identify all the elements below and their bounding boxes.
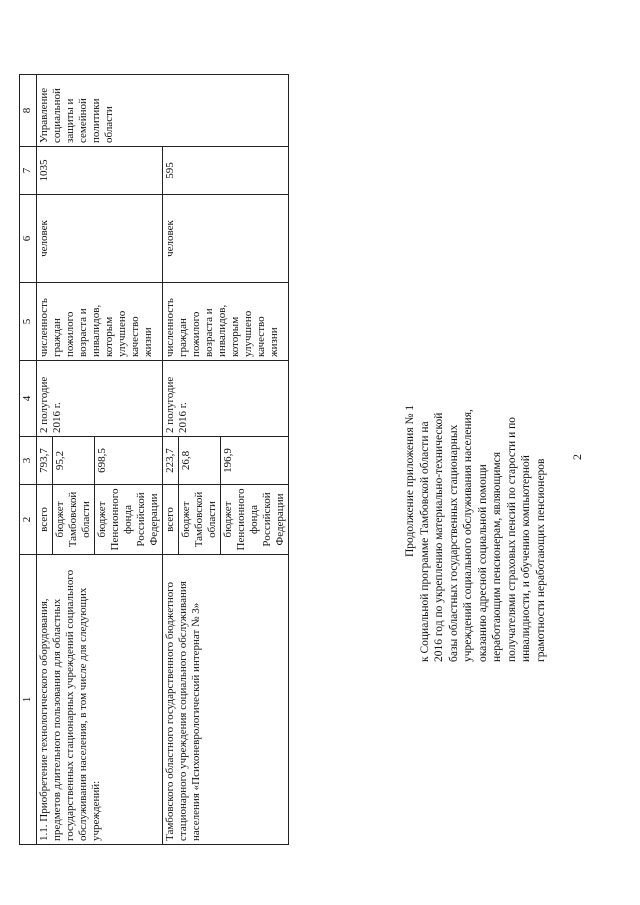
funding-amount: 26,8 — [179, 437, 221, 485]
table-row — [163, 75, 179, 845]
table-row — [37, 75, 53, 845]
funding-amount: 698,5 — [95, 437, 163, 485]
header-line: к Социальной программе Тамбовской области на — [418, 421, 431, 662]
funding-source: всего — [163, 485, 179, 555]
header-line: получателями страховых пенсий по старости и по — [505, 417, 518, 662]
unit-cell: человек — [37, 195, 163, 283]
header-line: учреждений социального обслуживания населения, — [462, 409, 474, 662]
funding-amount: 793,7 — [37, 437, 53, 485]
funding-amount: 95,2 — [53, 437, 95, 485]
funding-amount: 196,9 — [221, 437, 289, 485]
unit-cell: человек — [163, 195, 289, 283]
header-line: Продолжение приложения № 1 — [404, 404, 416, 557]
measure-name: 1.1. Приобретение технологического оборудования, предметов длительного пользования для областных государственных стационарных учреждений социального обслуживания населения, в том числе для следующих учреждений: — [37, 555, 163, 845]
column-header: 1 — [20, 555, 37, 845]
period-cell: 2 полугодие 2016 г. — [37, 361, 163, 437]
header-line: инвалидности, и обучению компьютерной — [520, 455, 532, 662]
column-header: 5 — [20, 283, 37, 361]
program-table — [19, 74, 289, 845]
funding-source: бюджет Тамбовской области — [53, 485, 95, 555]
funding-source: всего — [37, 485, 53, 555]
rotated-page — [15, 30, 635, 870]
column-header: 6 — [20, 195, 37, 283]
indicator-cell: численность граждан пожилого возраста и инвалидов, которым улучшено качество жизни — [163, 283, 289, 361]
header-line: оказанию адресной социальной помощи — [476, 464, 489, 662]
header-line: 2016 год по укреплению материально-технической — [433, 412, 445, 662]
funding-amount: 223,7 — [163, 437, 179, 485]
period-cell: 2 полугодие 2016 г. — [163, 361, 289, 437]
appendix-header — [403, 102, 548, 662]
value-cell: 1035 — [37, 147, 163, 195]
indicator-cell: численность граждан пожилого возраста и инвалидов, которым улучшено качество жизни — [37, 283, 163, 361]
value-cell: 595 — [163, 147, 289, 195]
column-header: 4 — [20, 361, 37, 437]
column-header: 2 — [20, 485, 37, 555]
header-line: неработающим пенсионерам, являющимся — [491, 451, 503, 662]
funding-source: бюджет Пенсионного фонда Российской Федерации — [221, 485, 289, 555]
header-line: грамотности неработающих пенсионеров — [534, 458, 547, 662]
column-header: 8 — [20, 75, 37, 147]
funding-source: бюджет Тамбовской области — [179, 485, 221, 555]
header-line: базы областных государственных стационарных — [447, 424, 460, 662]
executor-cell: Управление социальной защиты и семейной политики области — [37, 75, 289, 147]
column-header: 7 — [20, 147, 37, 195]
funding-source: бюджет Пенсионного фонда Российской Федерации — [95, 485, 163, 555]
page-number: 2 — [570, 454, 584, 460]
column-numbers-row — [20, 75, 37, 845]
column-header: 3 — [20, 437, 37, 485]
institution-name: Тамбовского областного государственного бюджетного стационарного учреждения социального обслуживания населения «Психоневрологический интернат № 3» — [163, 555, 289, 845]
